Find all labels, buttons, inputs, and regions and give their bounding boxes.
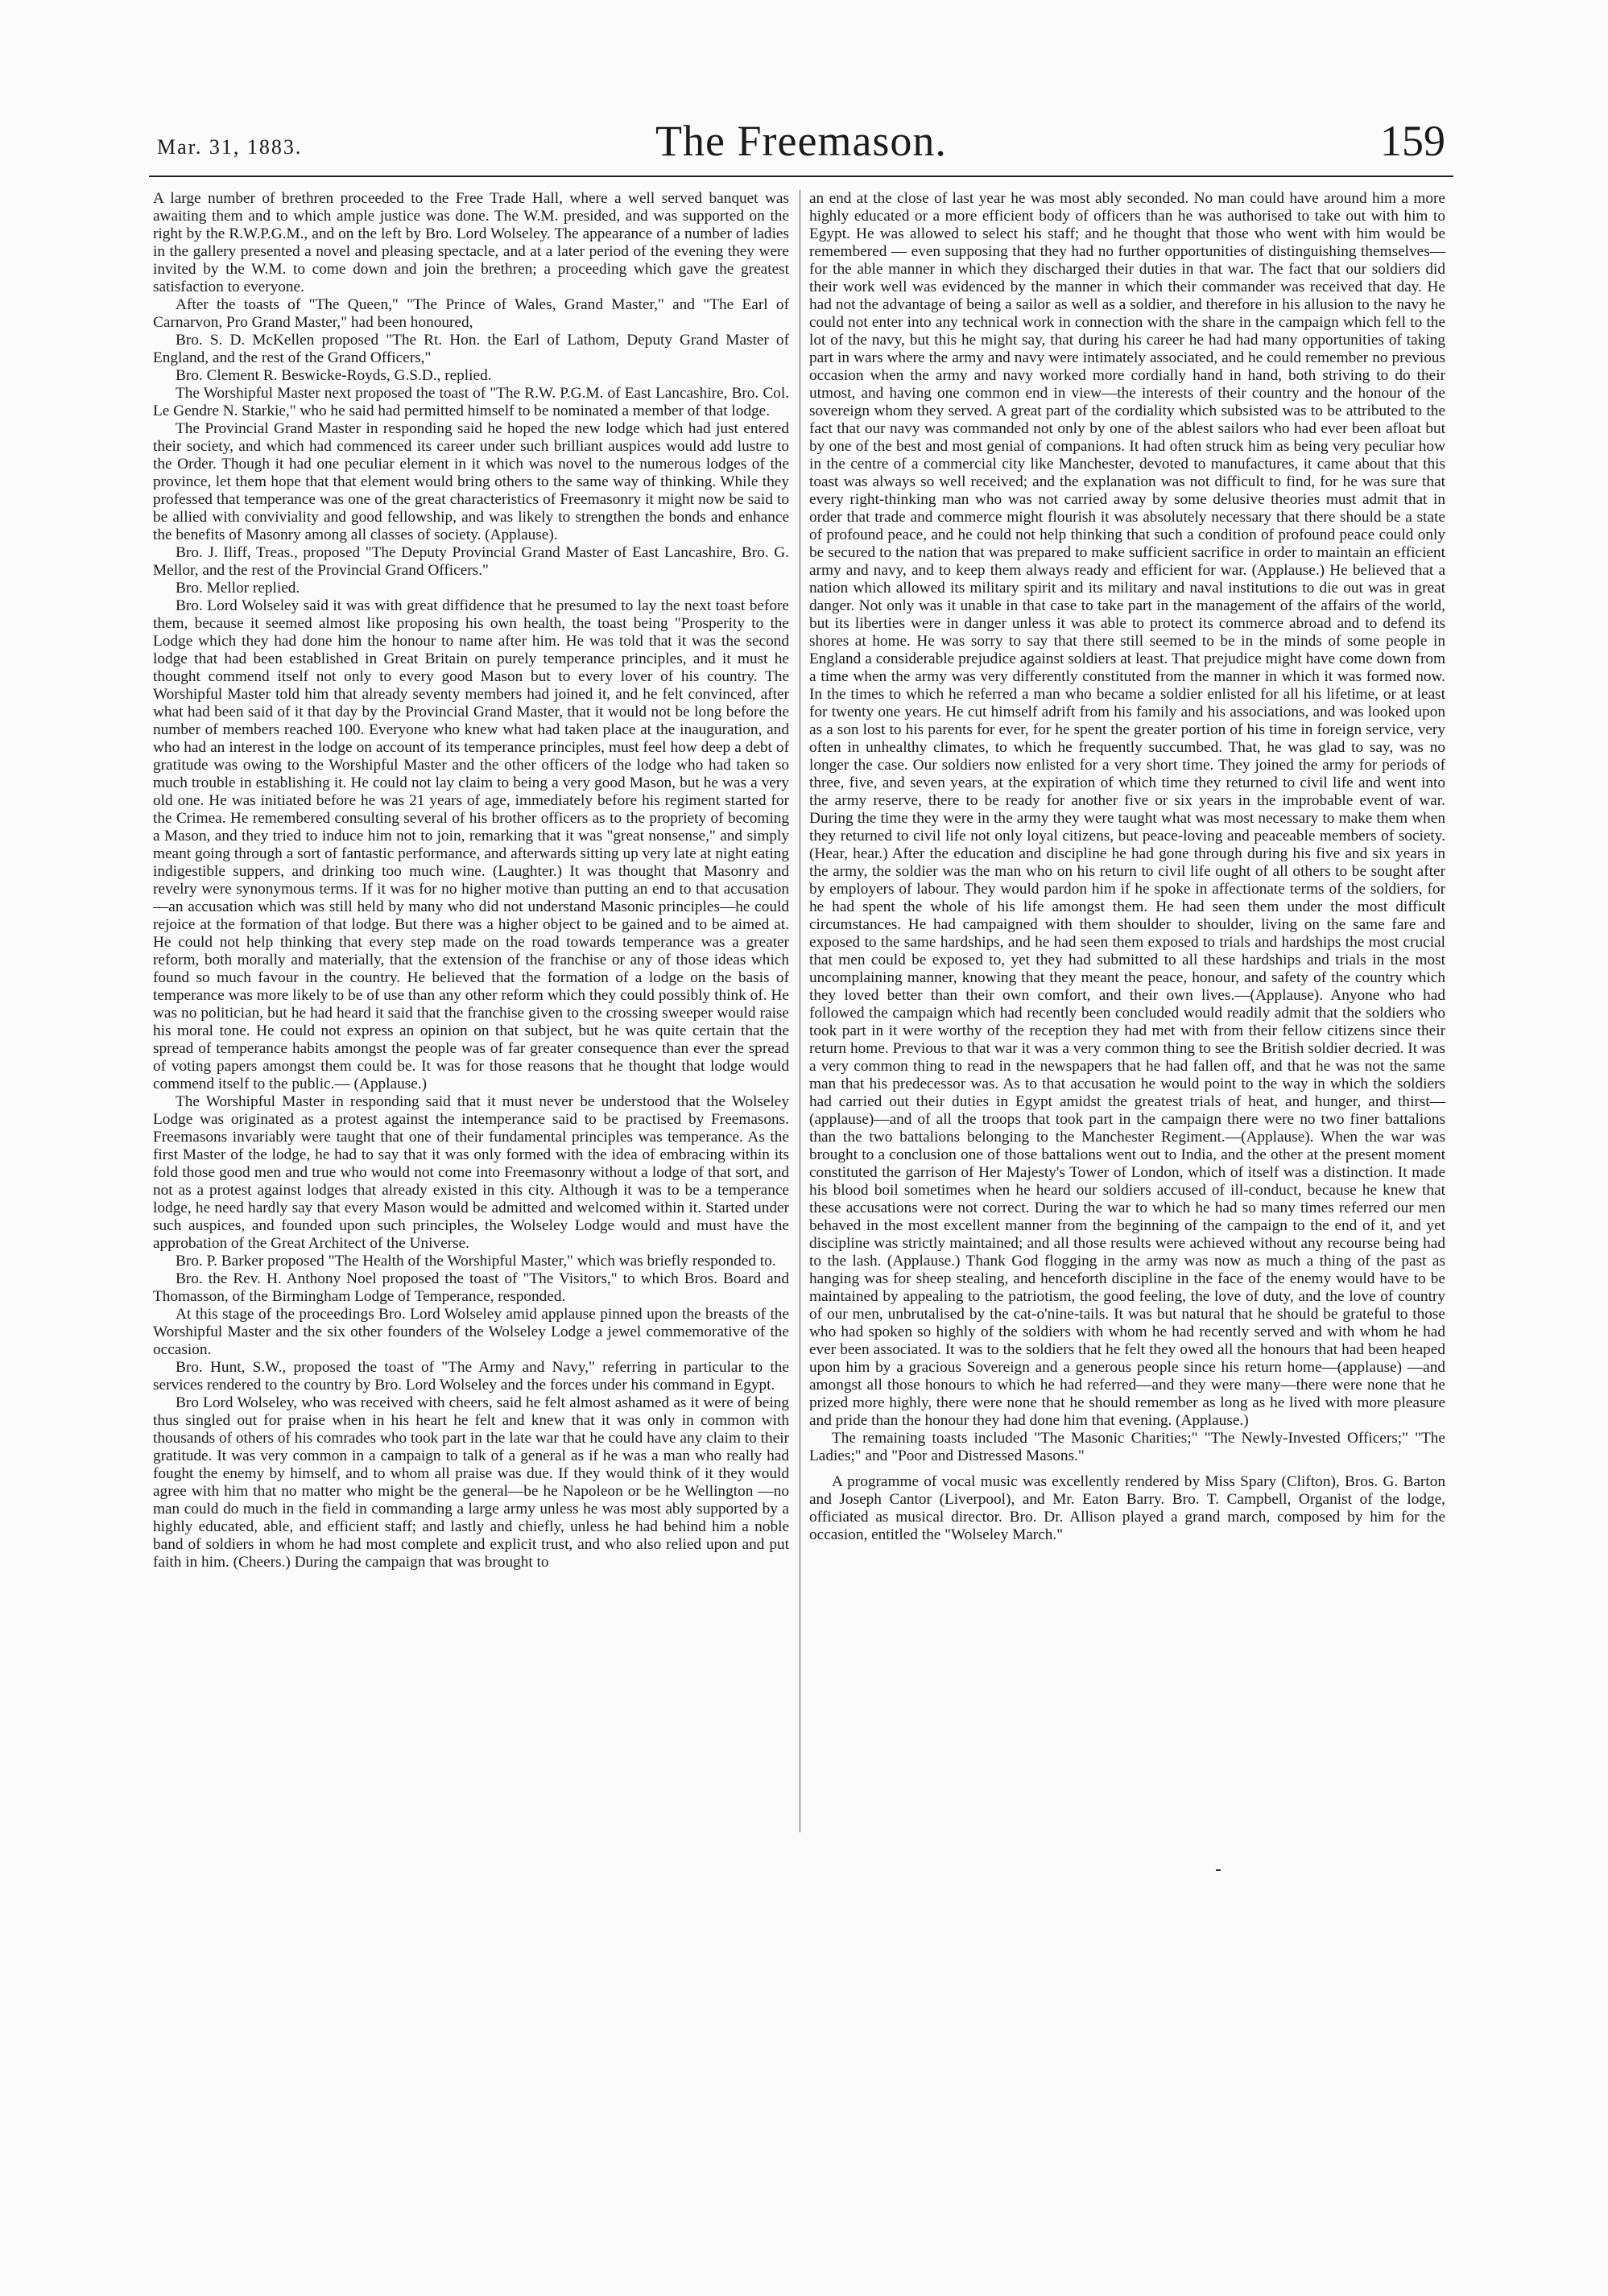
paragraph: Bro. the Rev. H. Anthony Noel proposed the toast of "The Visitors," to which Bros. Board and Thomasson, of the Birmingham Lodge of Temperance, responded. xyxy=(153,1270,789,1305)
end-mark xyxy=(1216,1869,1221,1871)
paragraph: Bro. S. D. McKellen proposed "The Rt. Hon. the Earl of Lathom, Deputy Grand Master of England, and the rest of the Grand Officers," xyxy=(153,332,789,366)
paragraph: Bro Lord Wolseley, who was received with cheers, said he felt almost ashamed as it were of being thus singled out for praise when in his heart he felt and knew that it was only in common with thousands of others of his comrades who took part in the late war that he could have any claim to their gratitude. It was very common in a campaign to talk of a general as if he was a man who really had fought the enemy by himself, and to whom all praise was due. If they would think of it they would agree with him that no matter who might be the general—be he Napoleon or be he Wellington —no man could do much in the field in commanding a large army unless he was most ably supported by a highly educated, able, and efficient staff; and lastly and chiefly, unless he had behind him a noble band of soldiers in whom he had most complete and explicit trust, and who also relied upon and put faith in him. (Cheers.) During the campaign that was brought to xyxy=(153,1394,789,1571)
left-column xyxy=(153,190,789,1571)
paragraph: The Worshipful Master in responding said that it must never be understood that the Wolseley Lodge was originated as a protest against the intemperance said to be practised by Freemasons. Freemasons invariably were taught that one of their fundamental principles was temperance. As the first Master of the lodge, he had to say that it was only formed with the idea of embracing within its fold those good men and true who would not come into Freemasonry without a lodge of that sort, and not as a protest against lodges that already existed in this city. Although it was to be a temperance lodge, he need hardly say that every Mason would be admitted and welcomed within it. Started under such auspices, and founded upon such principles, the Wolseley Lodge would and must have the approbation of the Great Architect of the Universe. xyxy=(153,1093,789,1252)
paragraph: The Provincial Grand Master in responding said he hoped the new lodge which had just entered their society, and which had commenced its career under such brilliant auspices would add lustre to the Order. Though it had one peculiar element in it which was novel to the numerous lodges of the province, let them hope that that element would bring others to the same way of thinking. While they professed that temperance was one of the great characteristics of Freemasonry it might now be said to be allied with conviviality and good fellowship, and was likely to strengthen the bonds and enhance the benefits of Masonry among all classes of society. (Applause). xyxy=(153,420,789,543)
paragraph: Bro. P. Barker proposed "The Health of the Worshipful Master," which was briefly responded to. xyxy=(176,1253,776,1270)
paragraph: Bro. Lord Wolseley said it was with great diffidence that he presumed to lay the next toast before them, because it seemed almost like proposing his own health, the toast being "Prosperity to the Lodge which they had done him the honour to name after him. He was told that it was the second lodge that had been established in Great Britain on purely temperance principles, and it must he thought commend itself not only to every good Mason but to every lover of his country. The Worshipful Master told him that already seventy members had joined it, and he felt convinced, after what had been said of it that day by the Provincial Grand Master, that it would not be long before the number of members reached 100. Everyone who knew what had taken place at the inauguration, and who had an interest in the lodge on account of its temperance principles, must feel how deep a debt of gratitude was owing to the Worshipful Master and the other officers of the lodge who had taken so much trouble in establishing it. He could not lay claim to being a very good Mason, but he was a very old one. He was initiated before he was 21 years of age, immediately before his regiment started for the Crimea. He remembered consulting several of his brother officers as to the propriety of becoming a Mason, and they tried to induce him not to join, remarking that it was "great nonsense," and simply meant going through a sort of fantastic performance, and afterwards sitting up very late at night eating indigestible suppers, and drinking too much wine. (Laughter.) It was thought that Masonry and revelry were synonymous terms. If it was for no higher motive than putting an end to that accusation —an accusation which was still held by many who did not understand Masonic principles—he could rejoice at the formation of that lodge. But there was a higher object to be gained and to be aimed at. He could not help thinking that every step made on the road towards temperance was a greater reform, both morally and materially, that the extension of the franchise or any of those ideas which found so much favour in the country. He believed that the formation of a lodge on the basis of temperance was more likely to be of use than any other reform which they could possibly think of. He was no politician, but he had heard it said that the franchise given to the crossing sweeper would raise his moral tone. He could not express an opinion on that subject, but he was quite certain that the spread of temperance habits amongst the people was of far greater consequence than ever the spread of voting papers amongst them could be. It was for those reasons that he thought that lodge would commend itself to the public.— (Applause.) xyxy=(153,597,789,1092)
page-number: 159 xyxy=(1380,117,1445,165)
paragraph: Bro. J. Iliff, Treas., proposed "The Deputy Provincial Grand Master of East Lancashire, Bro. G. Mellor, and the rest of the Provincial Grand Officers." xyxy=(153,544,789,579)
newspaper-title: The Freemason. xyxy=(655,117,947,165)
paragraph: The remaining toasts included "The Masonic Charities;" "The Newly-Invested Officers;" "The Ladies;" and "Poor and Distressed Masons." xyxy=(809,1430,1445,1464)
paragraph: A large number of brethren proceeded to the Free Trade Hall, where a well served banquet was awaiting them and to which ample justice was done. The W.M. presided, and was supported on the right by the R.W.P.G.M., and on the left by Bro. Lord Wolseley. The appearance of a number of ladies in the gallery presented a novel and pleasing spectacle, and at a later period of the evening they were invited by the W.M. to come down and join the brethren; a proceeding which gave the greatest satisfaction to everyone. xyxy=(153,190,789,295)
paragraph: Bro. Clement R. Beswicke-Royds, G.S.D., replied. xyxy=(176,367,492,384)
paragraph: The Worshipful Master next proposed the toast of "The R.W. P.G.M. of East Lancashire, Bro. Col. Le Gendre N. Starkie," who he said had permitted himself to be nominated a member of that lodge. xyxy=(153,385,789,419)
paragraph: At this stage of the proceedings Bro. Lord Wolseley amid applause pinned upon the breasts of the Worshipful Master and the six other founders of the Wolseley Lodge a jewel commemorative of the occasion. xyxy=(153,1306,789,1358)
right-column xyxy=(809,190,1445,1544)
paragraph: After the toasts of "The Queen," "The Prince of Wales, Grand Master," and "The Earl of Carnarvon, Pro Grand Master," had been honoured, xyxy=(153,296,789,331)
header-rule xyxy=(149,176,1453,177)
paragraph: Bro. Hunt, S.W., proposed the toast of "The Army and Navy," referring in particular to the services rendered to the country by Bro. Lord Wolseley and the forces under his command in Egypt. xyxy=(153,1359,789,1394)
paragraph: A programme of vocal music was excellently rendered by Miss Spary (Clifton), Bros. G. Barton and Joseph Cantor (Liverpool), and Mr. Eaton Barry. Bro. T. Campbell, Organist of the lodge, officiated as musical director. Bro. Dr. Allison played a grand march, composed by him for the occasion, entitled the "Wolseley March." xyxy=(809,1473,1445,1543)
paragraph: an end at the close of last year he was most ably seconded. No man could have around him a more highly educated or a more efficient body of officers than he was authorised to take out with him to Egypt. He was allowed to select his staff; and he thought that those who went with him would be remembered — even supposing that they had no further opportunities of distinguishing themselves—for the able manner in which they discharged their duties in that war. The fact that our soldiers did their work well was evidenced by the manner in which their commander was received that day. He had not the advantage of being a sailor as well as a soldier, and therefore in his allusion to the navy he could not enter into any technical work in connection with the share in the campaign which fell to the lot of the navy, but this he might say, that during his career he had had many opportunities of taking part in wars where the army and navy were intimately associated, and he could remember no previous occasion when the army and navy worked more cordially hand in hand, both striving to do their utmost, and having one common end in view—the interests of their country and the honour of the sovereign whom they served. A great part of the cordiality which subsisted was to be attributed to the fact that our navy was commanded not only by one of the ablest sailors who had ever been afloat but by one of the best and most genial of companions. It had often struck him as being very peculiar how in the centre of a commercial city like Manchester, devoted to manufactures, it came about that this toast was always so well received; and the explanation was not difficult to find, for he was sure that every right-thinking man who was not carried away by some delusive theories must admit that in order that trade and commerce might flourish it was absolutely necessary that there should be a state of profound peace, and he could not help thinking that such a condition of profound peace could only be secured to the nation that was prepared to make sufficient sacrifice in order to maintain an efficient army and navy, and to keep them always ready and efficient for war. (Applause.) He believed that a nation which allowed its military spirit and its military and naval institutions to die out was in great danger. Not only was it unable in that case to take part in the management of the affairs of the world, but its liberties were in danger unless it was able to protect its commerce abroad and to defend its shores at home. He was sorry to say that there still seemed to be in the minds of some people in England a considerable prejudice against soldiers at least. That prejudice might have come down from a time when the army was very differently constituted from the manner in which it was formed now. In the times to which he referred a man who became a soldier enlisted for all his lifetime, or at least for twenty one years. He cut himself adrift from his family and his associations, and was looked upon as a son lost to his parents for ever, for he spent the greater portion of his time in foreign service, very often in unhealthy climates, to which he frequently succumbed. That, he was glad to say, was no longer the case. Our soldiers now enlisted for a very short time. They joined the army for periods of three, five, and seven years, at the expiration of which time they returned to civil life and went into the army reserve, there to be ready for another five or six years in the improbable event of war. During the time they were in the army they were taught what was most necessary to make them when they returned to civil life not only loyal citizens, but peace-loving and peaceable members of society. (Hear, hear.) After the education and discipline he had gone through during his five and six years in the army, the soldier was the man who on his return to civil life ought of all others to be sought after by employers of labour. They would pardon him if he spoke in affectionate terms of the soldiers, for he had spent the whole of his life amongst them. He had seen them under the most difficult circumstances. He had campaigned with them shoulder to shoulder, living on the same fare and exposed to the same hardships, and he had seen them exposed to trials and hardships the most crucial that men could be exposed to, yet they had submitted to all these hardships and trials in the most uncomplaining manner, knowing that they meant the peace, honour, and safety of the country which they loved better than their own comfort, and their own lives.—(Applause). Anyone who had followed the campaign which had recently been concluded would readily admit that the soldiers who took part in it were worthy of the reception they had met with from their fellow citizens since their return home. Previous to that war it was a very common thing to see the British soldier decried. It was a very common thing to read in the newspapers that he had fallen off, and that he was not the same man that his predecessor was. As to that accusation he would point to the way in which the soldiers had carried out their duties in Egypt amidst the greatest trials of heat, and hunger, and thirst—(applause)—and of all the troops that took part in the campaign there were no two finer battalions than the two battalions belonging to the Manchester Regiment.—(Applause). When the war was brought to a conclusion one of those battalions went out to India, and the other at the present moment constituted the garrison of Her Majesty's Tower of London, which of itself was a distinction. It made his blood boil sometimes when he heard our soldiers accused of ill-conduct, because he knew that these accusations were not correct. During the war to which he had so many times referred our men behaved in the most excellent manner from the beginning of the campaign to the end of it, and yet discipline was strictly maintained; and all those results were achieved without any recourse being had to the lash. (Applause.) Thank God flogging in the army was now as much a thing of the past as hanging was for sheep stealing, and henceforth discipline in the face of the enemy would have to be maintained by appealing to the patriotism, the good feeling, the love of duty, and the love of country of our men, unbrutalised by the cat-o'nine-tails. It was but natural that he should be grateful to those who had spoken so highly of the soldiers with whom he had recently served and with whom he had ever been associated. It was to the soldiers that he felt they owed all the honours that had been heaped upon him by a gracious Sovereign and a generous people since his return home—(applause) —and amongst all those honours to which he had referred—and they were many—there were none that he prized more highly, there were none that he should remember as long as he lived with more pleasure and pride than the honour they had done him that evening. (Applause.) xyxy=(809,190,1445,1429)
issue-date: Mar. 31, 1883. xyxy=(157,135,303,159)
paragraph: Bro. Mellor replied. xyxy=(176,580,300,597)
